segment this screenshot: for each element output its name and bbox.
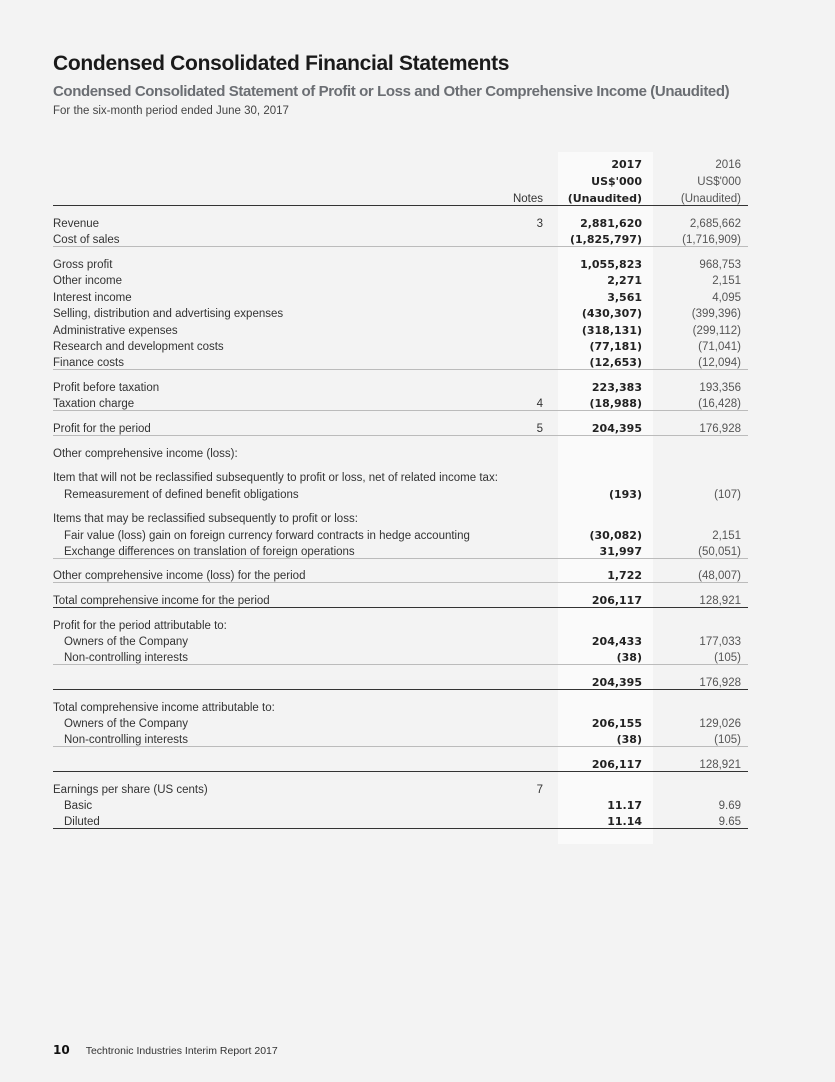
value-2017: 3,561 [607,290,642,304]
table-row [53,271,748,288]
row-label: Taxation charge [53,398,135,410]
value-2016: (50,051) [698,545,741,558]
unit-2017-header: US$'000 [591,175,642,188]
value-2016: (1,716,909) [682,233,741,246]
value-2016: (107) [714,488,741,501]
value-2016: 9.65 [718,816,741,828]
row-label: Other income [53,275,123,287]
value-2016: 176,928 [699,422,741,435]
row-label: Selling, distribution and advertising expenses [53,308,284,320]
table-row [53,337,748,354]
row-label: Research and development costs [53,341,224,353]
row-label: Interest income [53,291,132,304]
table-row [53,287,748,304]
value-2016: 2,151 [712,275,741,287]
value-2017: 206,117 [591,593,642,607]
section-heading: Other comprehensive income (loss): [53,447,238,460]
table-row [53,394,748,411]
year-2017-header: 2017 [611,158,642,171]
row-label: Fair value (loss) gain on foreign currency forward contracts in hedge accounting [64,529,470,542]
value-2016: 128,921 [699,758,741,771]
row-label: Profit before taxation [53,382,160,394]
value-2016: (299,112) [692,324,741,337]
notes-header: Notes [512,192,543,205]
value-2016: 128,921 [699,594,741,607]
value-2017: 2,881,620 [580,216,642,230]
income-statement-table [53,154,748,831]
header-status-row [53,188,748,205]
value-2017: 206,117 [591,757,642,771]
section-heading-row [53,615,748,632]
row-label: Exchange differences on translation of foreign operations [64,545,355,558]
status-2016-header: (Unaudited) [680,192,741,205]
value-2016: (399,396) [691,308,741,320]
value-2016: 2,685,662 [689,217,741,230]
value-2017: 31,997 [599,544,642,558]
value-2017: (77,181) [589,340,642,353]
status-2017-header: (Unaudited) [567,191,642,205]
section-heading: Profit for the period attributable to: [53,619,227,632]
header-unit-row [53,171,748,188]
table-row [53,812,748,829]
table-row [53,542,748,559]
value-2017: 1,722 [607,569,642,582]
row-note: 5 [536,422,543,435]
row-label: Other comprehensive income (loss) for the period [53,570,306,582]
value-2017: (38) [616,651,642,664]
value-2017: 1,055,823 [580,257,642,271]
row-label: Cost of sales [53,233,120,246]
page-number: 10 [53,1043,70,1057]
value-2016: 129,026 [699,718,741,730]
table-row [53,320,748,337]
table-row [53,714,748,731]
value-2016: 193,356 [699,382,741,394]
row-label: Administrative expenses [53,324,178,337]
row-label: Diluted [64,816,100,828]
section-heading-row [53,468,748,485]
section-heading: Item that will not be reclassified subsequently to profit or loss, net of related income tax: [53,472,498,484]
table-row [53,213,748,230]
value-2017: 204,395 [591,421,642,435]
table-row [53,304,748,321]
value-2017: (193) [608,487,642,501]
value-2017: 11.17 [607,799,642,812]
value-2016: (16,428) [698,398,741,410]
row-label: Non-controlling interests [64,652,189,664]
table-row [53,525,748,542]
row-label: Profit for the period [53,422,151,435]
row-label: Basic [64,800,93,812]
table-row [53,730,748,747]
value-2017: 2,271 [607,274,642,287]
row-label: Gross profit [53,258,113,271]
table-row [53,566,748,583]
section-heading: Total comprehensive income attributable to: [53,701,275,714]
unit-2016-header: US$'000 [697,176,741,188]
section-heading-row [53,779,748,796]
value-2017: (18,988) [589,397,642,410]
section-heading-row [53,443,748,460]
value-2017: (12,653) [589,356,642,369]
value-2016: 176,928 [699,676,741,689]
row-note: 3 [536,217,543,230]
value-2017: 204,395 [591,675,642,689]
row-note: 7 [536,783,543,796]
value-2016: (71,041) [698,341,741,353]
row-label: Non-controlling interests [64,734,189,746]
period-caption: For the six-month period ended June 30, 2017 [53,105,289,117]
row-label: Remeasurement of defined benefit obligations [64,488,299,501]
value-2016: (105) [714,652,741,664]
page-footer [53,1043,278,1057]
table-row [53,378,748,395]
value-2017: (430,307) [581,307,642,320]
value-2017: 204,433 [591,635,642,648]
row-label: Finance costs [53,357,124,369]
table-row [53,230,748,247]
value-2016: 4,095 [712,291,741,304]
row-note: 4 [536,398,543,410]
value-2017: (318,131) [581,323,642,337]
section-heading: Items that may be reclassified subsequently to profit or loss: [53,513,358,525]
table-row [53,353,748,370]
table-row [53,632,748,649]
value-2016: 177,033 [699,636,741,648]
value-2016: 2,151 [712,529,741,542]
row-label: Owners of the Company [64,718,189,730]
value-2017: (30,082) [589,528,642,542]
value-2016: (12,094) [698,357,741,369]
value-2017: 206,155 [591,717,642,730]
page-title: Condensed Consolidated Financial Statements [53,52,510,75]
table-row [53,419,748,436]
value-2017: (1,825,797) [570,232,642,246]
value-2016: 9.69 [718,800,741,812]
section-heading-row [53,509,748,526]
table-row [53,648,748,665]
value-2017: (38) [616,733,642,746]
row-label: Revenue [53,217,100,230]
table-row [53,591,748,608]
row-label: Total comprehensive income for the period [53,594,270,607]
subtotal-row [53,673,748,690]
header-year-row [53,154,748,171]
value-2016: (48,007) [698,570,741,582]
value-2016: (105) [714,734,741,746]
table-row [53,254,748,271]
table-row [53,484,748,501]
value-2016: 968,753 [699,258,741,271]
report-title: Techtronic Industries Interim Report 2017 [85,1045,278,1057]
value-2017: 223,383 [591,381,642,394]
table-row [53,796,748,813]
year-2016-header: 2016 [715,159,741,171]
row-label: Owners of the Company [64,636,189,648]
subtotal-row [53,755,748,772]
section-heading: Earnings per share (US cents) [53,783,208,796]
statement-subtitle: Condensed Consolidated Statement of Profit or Loss and Other Comprehensive Income (Unaudited) [53,83,730,100]
section-heading-row [53,697,748,714]
value-2017: 11.14 [607,815,642,828]
